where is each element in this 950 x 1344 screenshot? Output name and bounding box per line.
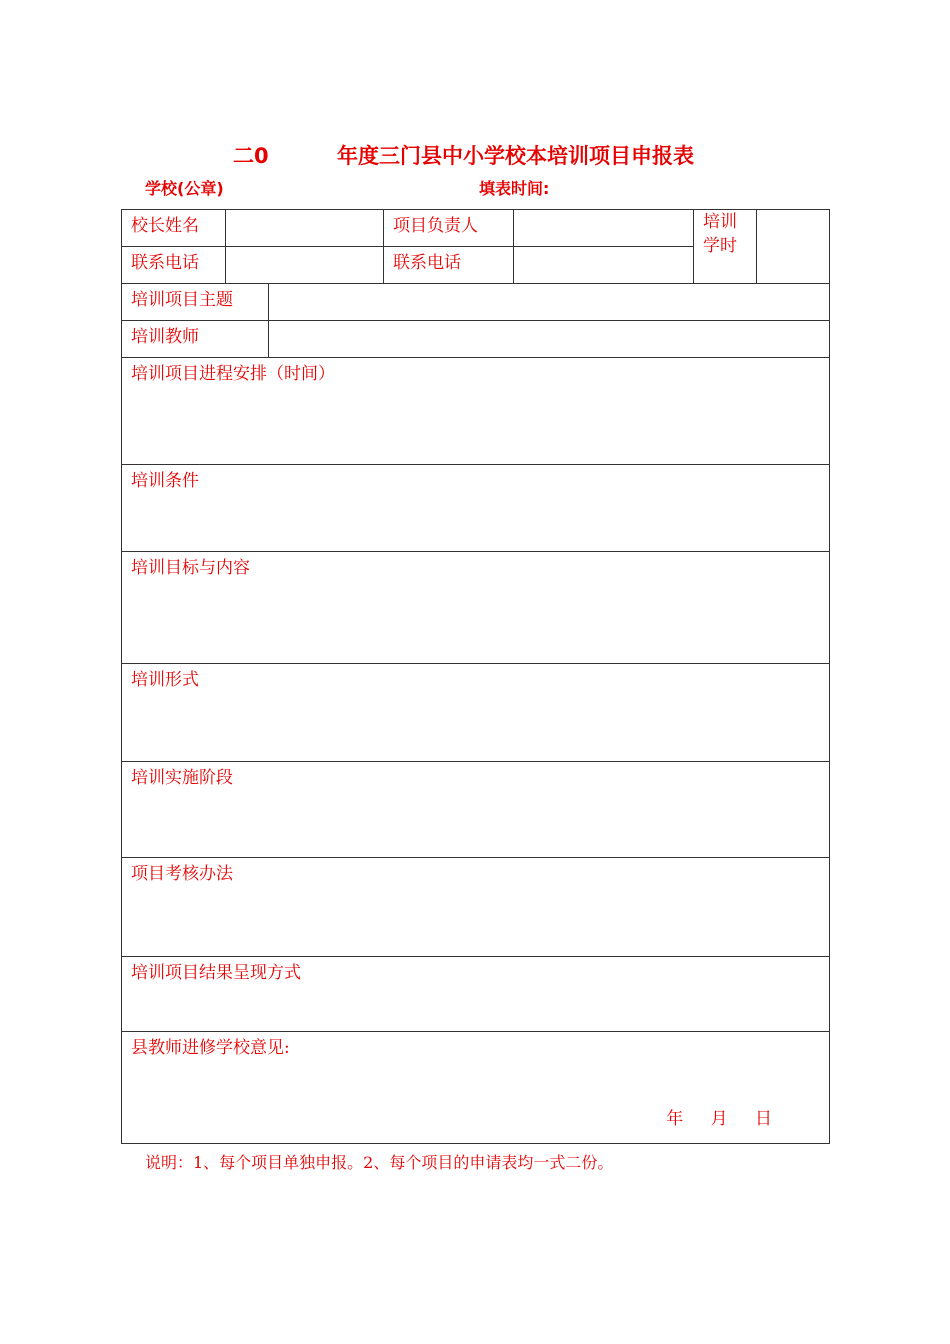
- training-format-section[interactable]: 培训形式: [122, 664, 830, 762]
- result-presentation-section[interactable]: 培训项目结果呈现方式: [122, 957, 830, 1032]
- assessment-method-section[interactable]: 项目考核办法: [122, 858, 830, 957]
- footer-note: 说明：1、每个项目单独申报。2、每个项目的申请表均一式二份。: [145, 1153, 614, 1172]
- project-theme-label: 培训项目主题: [122, 284, 269, 321]
- project-leader-label: 项目负责人: [384, 210, 514, 247]
- trainer-label: 培训教师: [122, 321, 269, 358]
- opinion-label: 县教师进修学校意见:: [131, 1038, 290, 1058]
- date-year-label: 年: [666, 1109, 684, 1129]
- conditions-section[interactable]: 培训条件: [122, 465, 830, 552]
- leader-phone-field[interactable]: [514, 247, 694, 284]
- training-hours-label: [694, 210, 757, 284]
- training-hours-label-line2: 学时: [703, 236, 737, 256]
- opinion-section[interactable]: [122, 1032, 830, 1144]
- title-main: 年度三门县中小学校本培训项目申报表: [337, 144, 694, 168]
- date-month-label: 月: [710, 1109, 728, 1129]
- training-hours-label-line1: 培训: [703, 212, 737, 232]
- goals-content-section[interactable]: 培训目标与内容: [122, 552, 830, 664]
- leader-phone-label: 联系电话: [384, 247, 514, 284]
- title-year-prefix: 二0: [233, 144, 269, 168]
- principal-name-field[interactable]: [226, 210, 384, 247]
- project-theme-field[interactable]: [269, 284, 830, 321]
- signature-date: [666, 1107, 772, 1131]
- page-title: [0, 136, 950, 168]
- contact-phone-label: 联系电话: [122, 247, 226, 284]
- application-form-table: [121, 209, 830, 1144]
- trainer-field[interactable]: [269, 321, 830, 358]
- implementation-stages-section[interactable]: 培训实施阶段: [122, 762, 830, 858]
- schedule-section[interactable]: 培训项目进程安排（时间）: [122, 358, 830, 465]
- training-hours-field[interactable]: [757, 210, 830, 284]
- principal-name-label: 校长姓名: [122, 210, 226, 247]
- fill-date-label: 填表时间:: [479, 179, 550, 198]
- contact-phone-field[interactable]: [226, 247, 384, 284]
- date-day-label: 日: [755, 1109, 772, 1129]
- school-seal-label: 学校(公章): [145, 179, 224, 198]
- project-leader-field[interactable]: [514, 210, 694, 247]
